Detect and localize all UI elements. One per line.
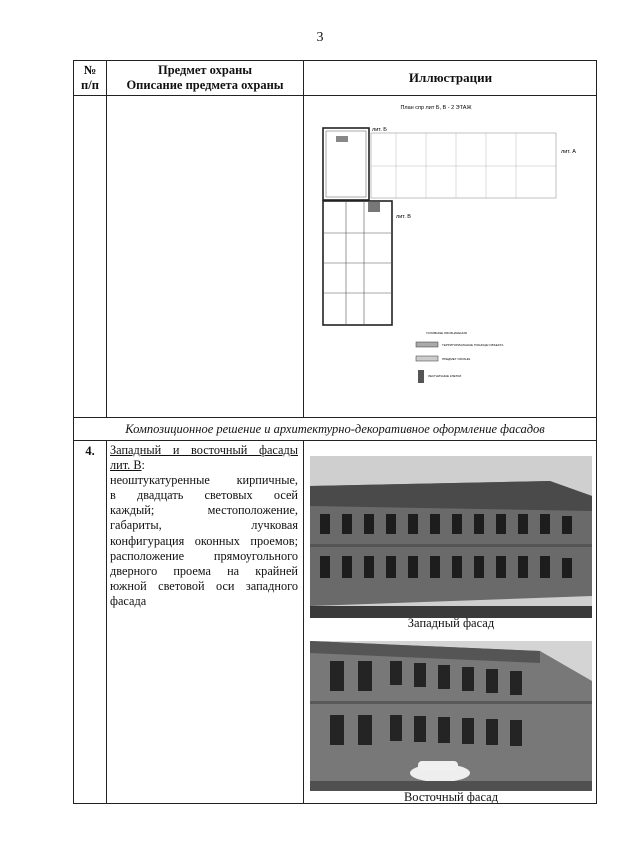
plan-legend-swatch-1 [416,342,438,347]
header-divider [74,95,596,96]
header-subject-description: Описание предмета охраны [126,78,284,92]
row-text-line: дверного проема на крайней [110,563,298,578]
row-heading-colon: : [141,458,145,473]
row-heading-line-2 [110,458,298,473]
row-text-line: южной световой оси западного [110,578,298,593]
col-divider-1 [106,61,107,357]
west-facade-photo [310,456,592,618]
plan-main-wing [371,133,556,198]
plan-legend-1: ТЕРРИТОРИАЛЬНЫЕ ГРАНИЦЫ ОБЪЕКТА [442,343,504,347]
row-text-line: в двадцать световых осей [110,488,298,503]
header-number [74,61,106,95]
protection-table [73,60,597,804]
row-heading-lit: лит. В [110,458,142,473]
plan-legend-2: ПРЕДМЕТ ОХРАНЫ [442,357,471,361]
header-subject [107,61,303,95]
col-divider-1b [106,440,107,804]
row-heading-line-1: Западный и восточный фасады [110,443,298,457]
plan-title: План спр лит Б, В - 2 ЭТАЖ [400,105,472,111]
header-illustrations: Иллюстрации [408,70,493,85]
row-text-line: неоштукатуренные кирпичные, [110,473,298,488]
west-facade-image [310,456,592,618]
plan-label-b: лит. Б [372,127,387,133]
plan-legend-swatch-2 [416,356,438,361]
plan-legend-swatch-3 [418,370,424,383]
row-number: 4. [85,444,95,458]
plan-legend-3: ЛЕСТНИЧНЫЕ КЛЕТКИ [428,374,462,378]
west-facade-caption: Западный фасад [407,616,495,630]
header-number-symbol: № [83,63,97,77]
floor-plan [306,98,596,416]
east-facade-photo [310,641,592,791]
row-description [110,443,298,609]
col-divider-2b [303,357,304,417]
row-text-line: конфигурация оконных проемов; [110,533,298,548]
header-number-abbr: п/п [81,78,99,92]
col-divider-1c [106,357,107,417]
col-divider-2c [303,440,304,804]
row-text-line: фасада [110,593,147,608]
plan-label-v: лит. В [396,214,411,220]
row-text-line: каждый; местоположение, [110,503,298,518]
col-divider-2 [303,61,304,357]
east-facade-caption: Восточный фасад [403,790,499,804]
plan-label-a: лит. А [561,149,576,155]
page-number: 3 [316,30,324,45]
row-text-line: расположение прямоугольного [110,548,298,563]
section-title: Композиционное решение и архитектурно-декоративное оформление фасадов [125,421,545,436]
header-subject-title: Предмет охраны [157,63,253,77]
plan-legend-heading: УСЛОВНЫЕ ОБОЗНАЧЕНИЯ [426,331,467,335]
east-facade-image [310,641,592,791]
section-divider-bottom [74,440,596,441]
plan-stair-b [336,136,348,142]
plan-stair-v [368,202,380,212]
row-text-line: габариты, лучковая [110,518,298,533]
floor-plan-drawing [306,98,596,416]
